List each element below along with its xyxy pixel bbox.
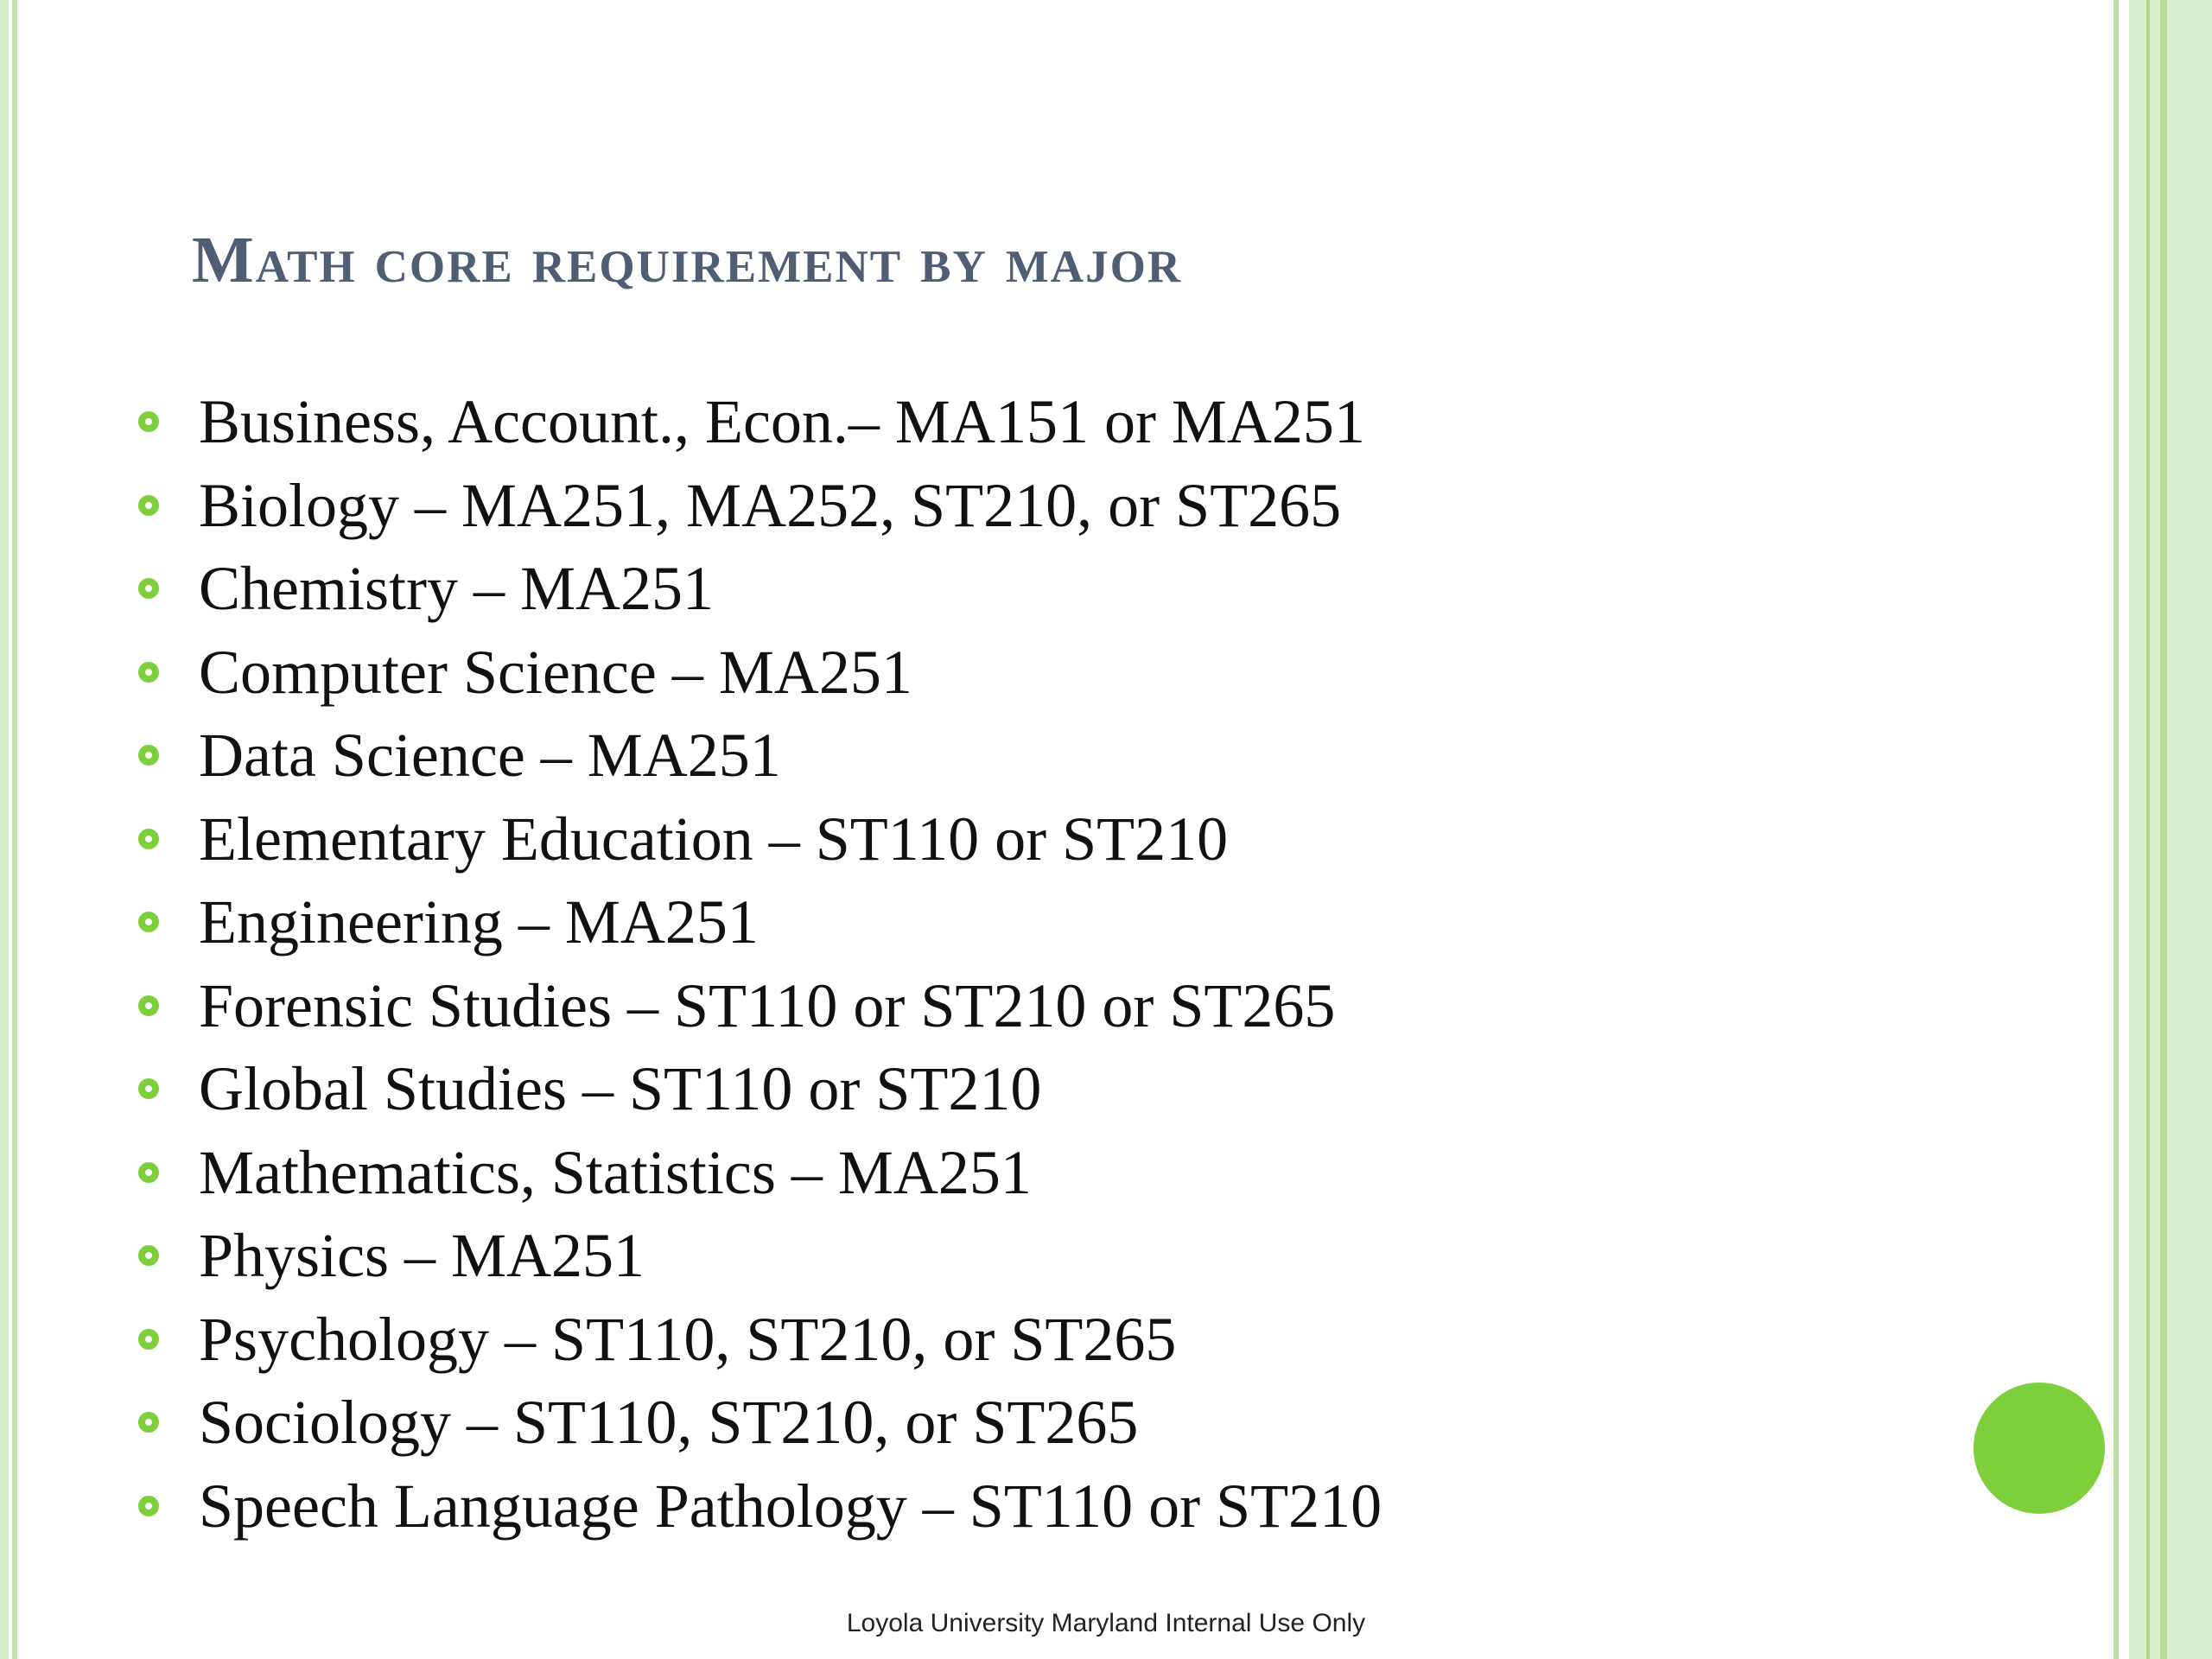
- list-item-text: Chemistry – MA251: [199, 554, 715, 624]
- list-item: [135, 547, 1949, 631]
- slide-title: Math core requirement by major: [192, 224, 1183, 296]
- list-item: [135, 714, 1949, 798]
- decorative-green-circle: [1974, 1382, 2105, 1514]
- bullet-circle-icon: [138, 829, 159, 849]
- list-item-text: Mathematics, Statistics – MA251: [199, 1137, 1032, 1207]
- bullet-circle-icon: [138, 995, 159, 1016]
- list-item-text: Biology – MA251, MA252, ST210, or ST265: [199, 470, 1342, 540]
- list-item-text: Psychology – ST110, ST210, or ST265: [199, 1304, 1177, 1374]
- bullet-circle-icon: [138, 1245, 159, 1266]
- bullet-circle-icon: [138, 578, 159, 599]
- footer-text: Loyola University Maryland Internal Use Only: [846, 1609, 1366, 1637]
- list-item: [135, 880, 1949, 964]
- bullet-circle-icon: [138, 912, 159, 932]
- bullet-circle-icon: [138, 662, 159, 683]
- list-item: [135, 1047, 1949, 1131]
- list-item: [135, 1381, 1949, 1465]
- right-border-band: [2129, 0, 2212, 1659]
- right-border-stripe-inner: [2146, 0, 2150, 1659]
- left-border-stripe-inner: [12, 0, 17, 1659]
- right-border-stripe-outer: [2160, 0, 2167, 1659]
- list-item-text: Global Studies – ST110 or ST210: [199, 1054, 1042, 1124]
- list-item: [135, 1298, 1949, 1382]
- list-item-text: Sociology – ST110, ST210, or ST265: [199, 1388, 1139, 1458]
- list-item: [135, 631, 1949, 715]
- bullet-circle-icon: [138, 1162, 159, 1183]
- bullet-circle-icon: [138, 1412, 159, 1433]
- list-item: [135, 1465, 1949, 1548]
- bullet-circle-icon: [138, 495, 159, 516]
- bullet-circle-icon: [138, 1078, 159, 1099]
- bullet-circle-icon: [138, 1496, 159, 1516]
- list-item: [135, 798, 1949, 881]
- list-item: [135, 1214, 1949, 1298]
- list-item-text: Speech Language Pathology – ST110 or ST210: [199, 1471, 1382, 1541]
- bullet-list: [135, 380, 1949, 1548]
- list-item: [135, 464, 1949, 548]
- list-item-text: Forensic Studies – ST110 or ST210 or ST265: [199, 970, 1336, 1040]
- list-item-text: Computer Science – MA251: [199, 637, 912, 707]
- list-item: [135, 964, 1949, 1048]
- list-item: [135, 380, 1949, 464]
- list-item-text: Data Science – MA251: [199, 721, 781, 791]
- list-item-text: Engineering – MA251: [199, 887, 759, 957]
- bullet-circle-icon: [138, 411, 159, 432]
- list-item-text: Physics – MA251: [199, 1221, 645, 1291]
- list-item-text: Elementary Education – ST110 or ST210: [199, 804, 1229, 874]
- bullet-circle-icon: [138, 1329, 159, 1350]
- list-item-text: Business, Account., Econ.– MA151 or MA251: [199, 387, 1365, 457]
- right-border-stripe: [2113, 0, 2119, 1659]
- bullet-circle-icon: [138, 745, 159, 766]
- list-item: [135, 1131, 1949, 1215]
- left-border-stripe: [0, 0, 9, 1659]
